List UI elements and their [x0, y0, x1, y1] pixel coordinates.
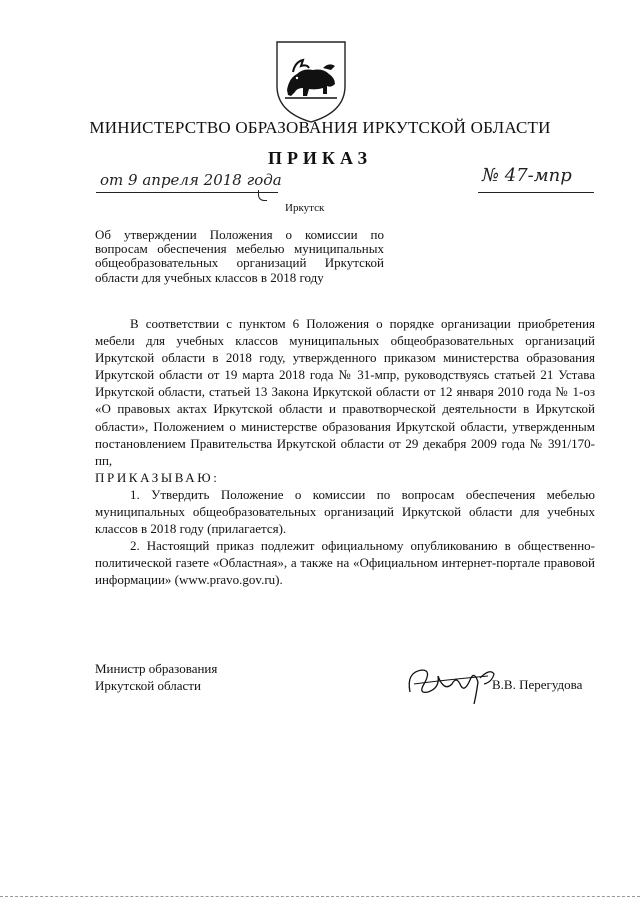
- order-item-2: 2. Настоящий приказ подлежит официальному опубликованию в общественно-политической газете «Областная», а также на «Официальном интернет-портале правовой информации» (www.pravo.gov.ru).: [95, 538, 595, 588]
- preamble-paragraph: В соответствии с пунктом 6 Положения о порядке организации приобретения мебели для учебных классов муниципальных общеобразовательных организаций Иркутской области в 2018 году, утвержденного приказом министерства образования Иркутской области от 19 марта 2018 года № 31-мпр, руководствуясь статьей 21 Устава Иркутской области, статьей 13 Закона Иркутской области от 12 января 2010 года № 1-оз «О правовых актах Иркутской области и правотворческой деятельности в Иркутской области», Положением о министерстве образования Иркутской области, утвержденным постановлением Правительства Иркутской области от 29 декабря 2009 года № 391/170-пп,: [95, 316, 595, 468]
- handwritten-number: № 47-мпр: [482, 165, 572, 186]
- signer-position-line-1: Министр образования: [95, 661, 218, 676]
- handwritten-date: от 9 апреля 2018 года: [100, 171, 282, 189]
- city-name: Иркутск: [285, 202, 325, 214]
- scan-edge-line: [0, 896, 640, 898]
- coat-of-arms-emblem: [273, 38, 349, 124]
- signer-position: [95, 660, 217, 694]
- date-tick-mark: [258, 190, 267, 201]
- order-word: ПРИКАЗЫВАЮ:: [95, 469, 220, 485]
- order-subject: Об утверждении Положения о комиссии по вопросам обеспечения мебелью муниципальных общеобразовательных организаций Иркутской области для учебных классов в 2018 году: [95, 227, 384, 285]
- order-item-1: 1. Утвердить Положение о комиссии по вопросам обеспечения мебелью муниципальных общеобразовательных организаций Иркутской области для учебных классов в 2018 году (прилагается).: [95, 486, 595, 537]
- ministry-name: МИНИСТЕРСТВО ОБРАЗОВАНИЯ ИРКУТСКОЙ ОБЛАСТИ: [89, 118, 551, 137]
- signer-name: В.В. Перегудова: [492, 677, 583, 692]
- document-type-title: ПРИКАЗ: [267, 148, 373, 168]
- handwritten-signature: [404, 662, 502, 706]
- order-body: [95, 315, 595, 589]
- signer-position-line-2: Иркутской области: [95, 678, 201, 693]
